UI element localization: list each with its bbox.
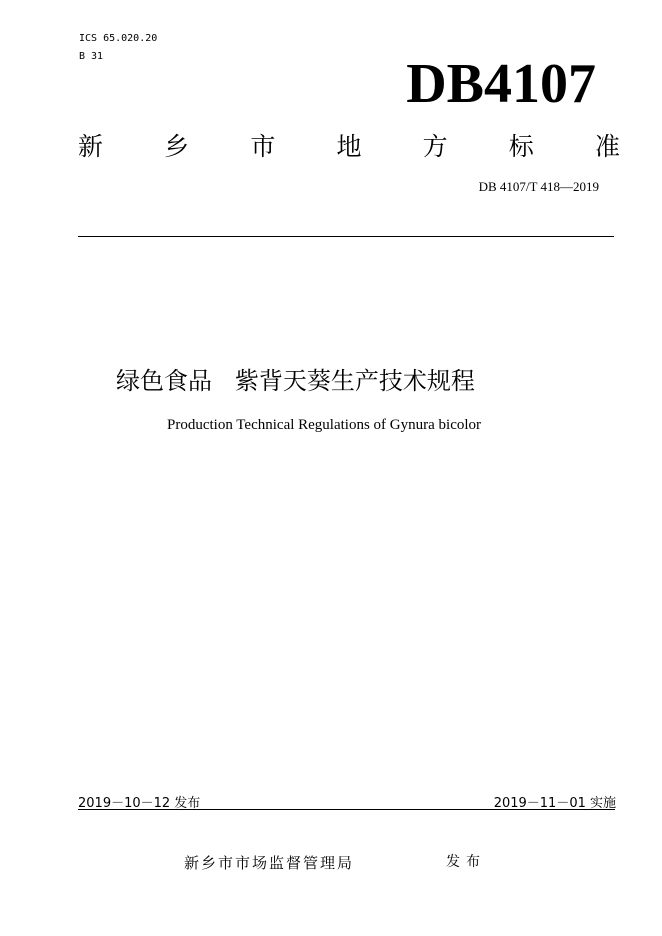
implementation-date: 2019－11－01 实施 <box>493 796 616 811</box>
title-char: 方 <box>422 132 448 161</box>
ics-code: ICS 65.020.20 <box>79 33 158 44</box>
document-title-en: Production Technical Regulations of Gynura bicolor <box>167 417 482 433</box>
title-char: 地 <box>336 132 362 161</box>
title-char: 乡 <box>164 132 190 161</box>
issuing-authority: 新乡市市场监督管理局 <box>184 854 355 872</box>
issue-date: 2019－10－12 发布 <box>78 796 201 811</box>
publish-label: 发布 <box>446 854 486 870</box>
standard-prefix-code: DB4107 <box>406 53 596 115</box>
standard-category-title <box>78 128 620 162</box>
title-char: 新 <box>78 132 104 161</box>
title-char: 标 <box>508 132 534 161</box>
title-char: 准 <box>594 132 620 161</box>
top-divider <box>78 236 614 237</box>
standard-number: DB 4107/T 418—2019 <box>478 179 599 194</box>
title-char: 市 <box>250 132 276 161</box>
document-title-cn: 绿色食品 紫背天葵生产技术规程 <box>116 367 475 395</box>
bottom-divider <box>78 809 615 810</box>
ccs-code: B 31 <box>79 51 104 62</box>
